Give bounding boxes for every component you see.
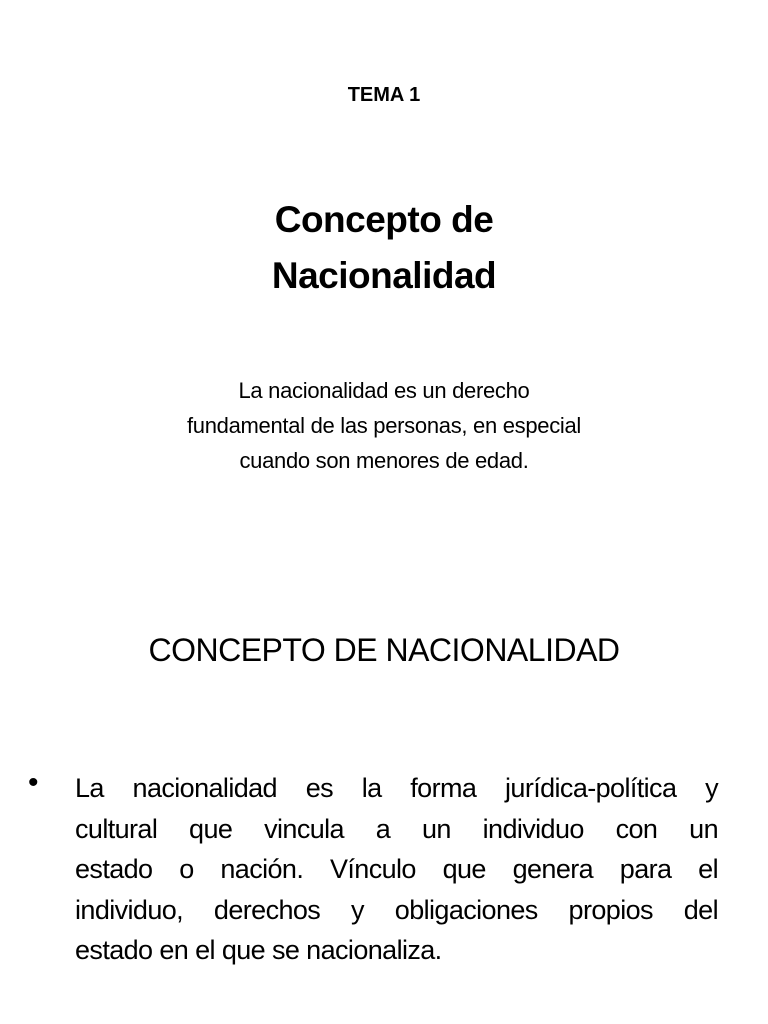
subtitle-line: fundamental de las personas, en especial (186, 413, 582, 438)
bullet-icon: • (28, 766, 39, 799)
bullet-line: estado en el que se nacionaliza. (75, 935, 442, 965)
title-line: Nacionalidad (271, 255, 497, 296)
bullet-text (75, 768, 718, 971)
slide-subtitle (0, 373, 768, 478)
title-line: Concepto de (274, 199, 494, 240)
section-heading: CONCEPTO DE NACIONALIDAD (148, 632, 620, 668)
tema-label: TEMA 1 (347, 84, 421, 106)
subtitle-line: La nacionalidad es un derecho (238, 378, 530, 403)
bullet-line: La nacionalidad es la forma jurídica-política y (75, 773, 718, 803)
bullet-line: individuo, derechos y obligaciones propios del (75, 894, 718, 925)
bullet-line: estado o nación. Vínculo que genera para el (75, 854, 718, 884)
slide-title (0, 192, 768, 304)
bullet-line: cultural que vincula a un individuo con un (75, 813, 718, 844)
subtitle-line: cuando son menores de edad. (239, 448, 529, 473)
